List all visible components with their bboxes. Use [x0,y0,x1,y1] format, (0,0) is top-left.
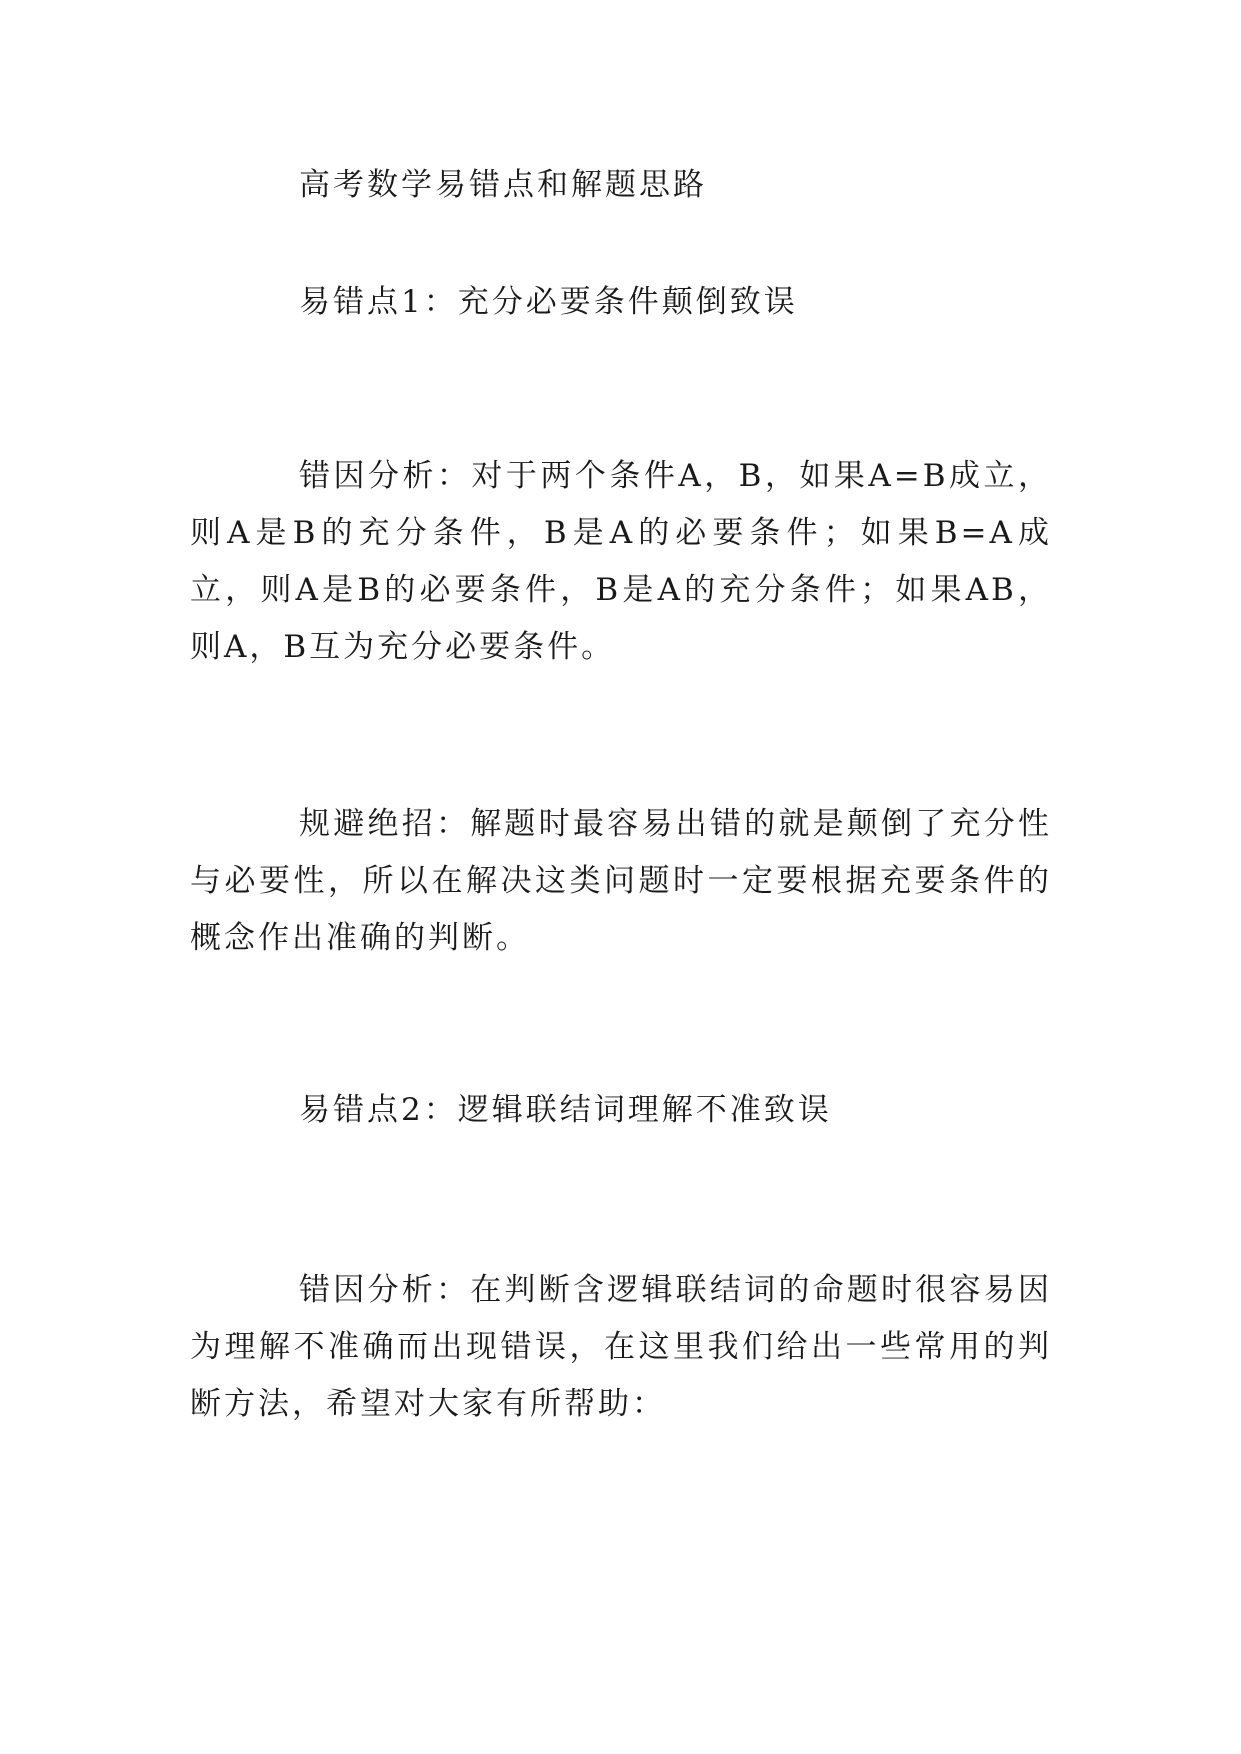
document-title: 高考数学易错点和解题思路 [299,167,707,203]
section-1-heading: 易错点1：充分必要条件颠倒致误 [299,284,798,320]
section-1-paragraph-cause-analysis: 错因分析：对于两个条件A，B，如果A=B成立，则A是B的充分条件，B是A的必要条件；如果B=A成立，则A是B的必要条件，B是A的充分条件；如果AB，则A，B互为充分必要条件。 [190,458,1052,665]
section-1-paragraph-avoidance-tips: 规避绝招：解题时最容易出错的就是颠倒了充分性与必要性，所以在解决这类问题时一定要根据充要条件的概念作出准确的判断。 [190,806,1052,956]
section-2-paragraph-cause-analysis: 错因分析：在判断含逻辑联结词的命题时很容易因为理解不准确而出现错误，在这里我们给出一些常用的判断方法，希望对大家有所帮助： [190,1272,1052,1422]
section-2-heading: 易错点2：逻辑联结词理解不准致误 [299,1092,832,1128]
